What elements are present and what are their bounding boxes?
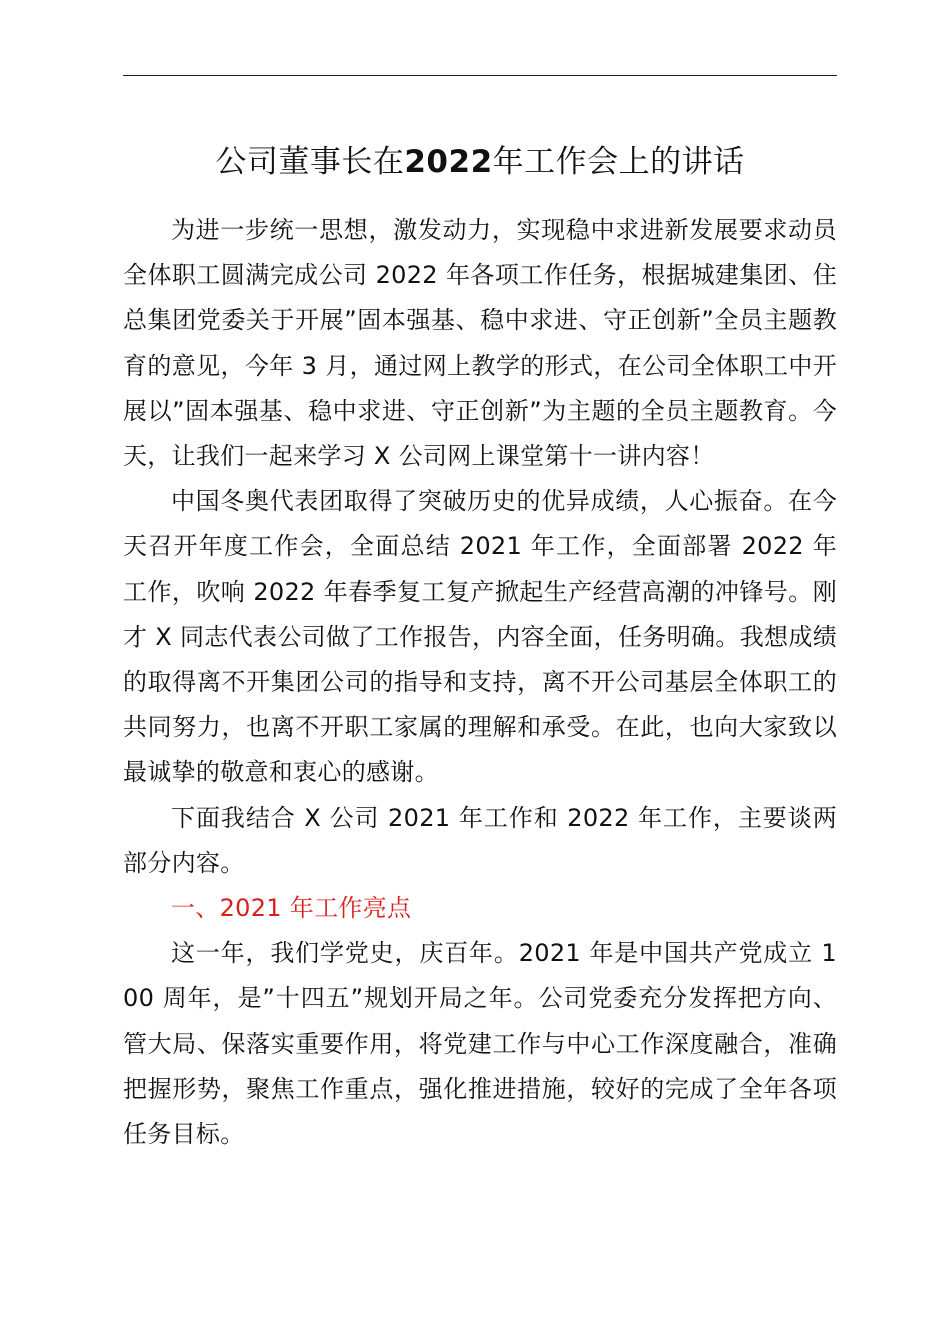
title-year: 2022: [404, 144, 493, 180]
document-title: [123, 140, 837, 184]
title-suffix: 年工作会上的讲话: [492, 144, 745, 180]
paragraph-party-history: 这一年，我们学党史，庆百年。2021 年是中国共产党成立 100 周年，是”十四五”规划开局之年。公司党委充分发挥把方向、管大局、保落实重要作用，将党建工作与中心工作深度融合，准确把握形势，聚焦工作重点，强化推进措施，较好的完成了全年各项任务目标。: [123, 939, 837, 1149]
header-rule: [123, 75, 837, 76]
title-prefix: 公司董事长在: [215, 144, 405, 180]
paragraph-olympics: 中国冬奥代表团取得了突破历史的优异成绩，人心振奋。在今天召开年度工作会，全面总结 2021 年工作，全面部署 2022 年工作，吹响 2022 年春季复工复产掀起生产经营高潮的冲锋号。刚才 X 同志代表公司做了工作报告，内容全面，任务明确。我想成绩的取得离不开集团公司的指导和支持，离不开公司基层全体职工的共同努力，也离不开职工家属的理解和承受。在此，也向大家致以最诚挚的敬意和衷心的感谢。: [123, 487, 837, 787]
section-heading: 一、2021 年工作亮点: [171, 894, 412, 923]
paragraph-intro: 为进一步统一思想，激发动力，实现稳中求进新发展要求动员全体职工圆满完成公司 2022 年各项工作任务，根据城建集团、住总集团党委关于开展”固本强基、稳中求进、守正创新”全员主题教育的意见，今年 3 月，通过网上教学的形式，在公司全体职工中开展以”固本强基、稳中求进、守正创新”为主题的全员主题教育。今天，让我们一起来学习 X 公司网上课堂第十一讲内容！: [123, 216, 837, 471]
document-body: [123, 208, 837, 1157]
paragraph-outline: 下面我结合 X 公司 2021 年工作和 2022 年工作，主要谈两部分内容。: [123, 803, 837, 877]
